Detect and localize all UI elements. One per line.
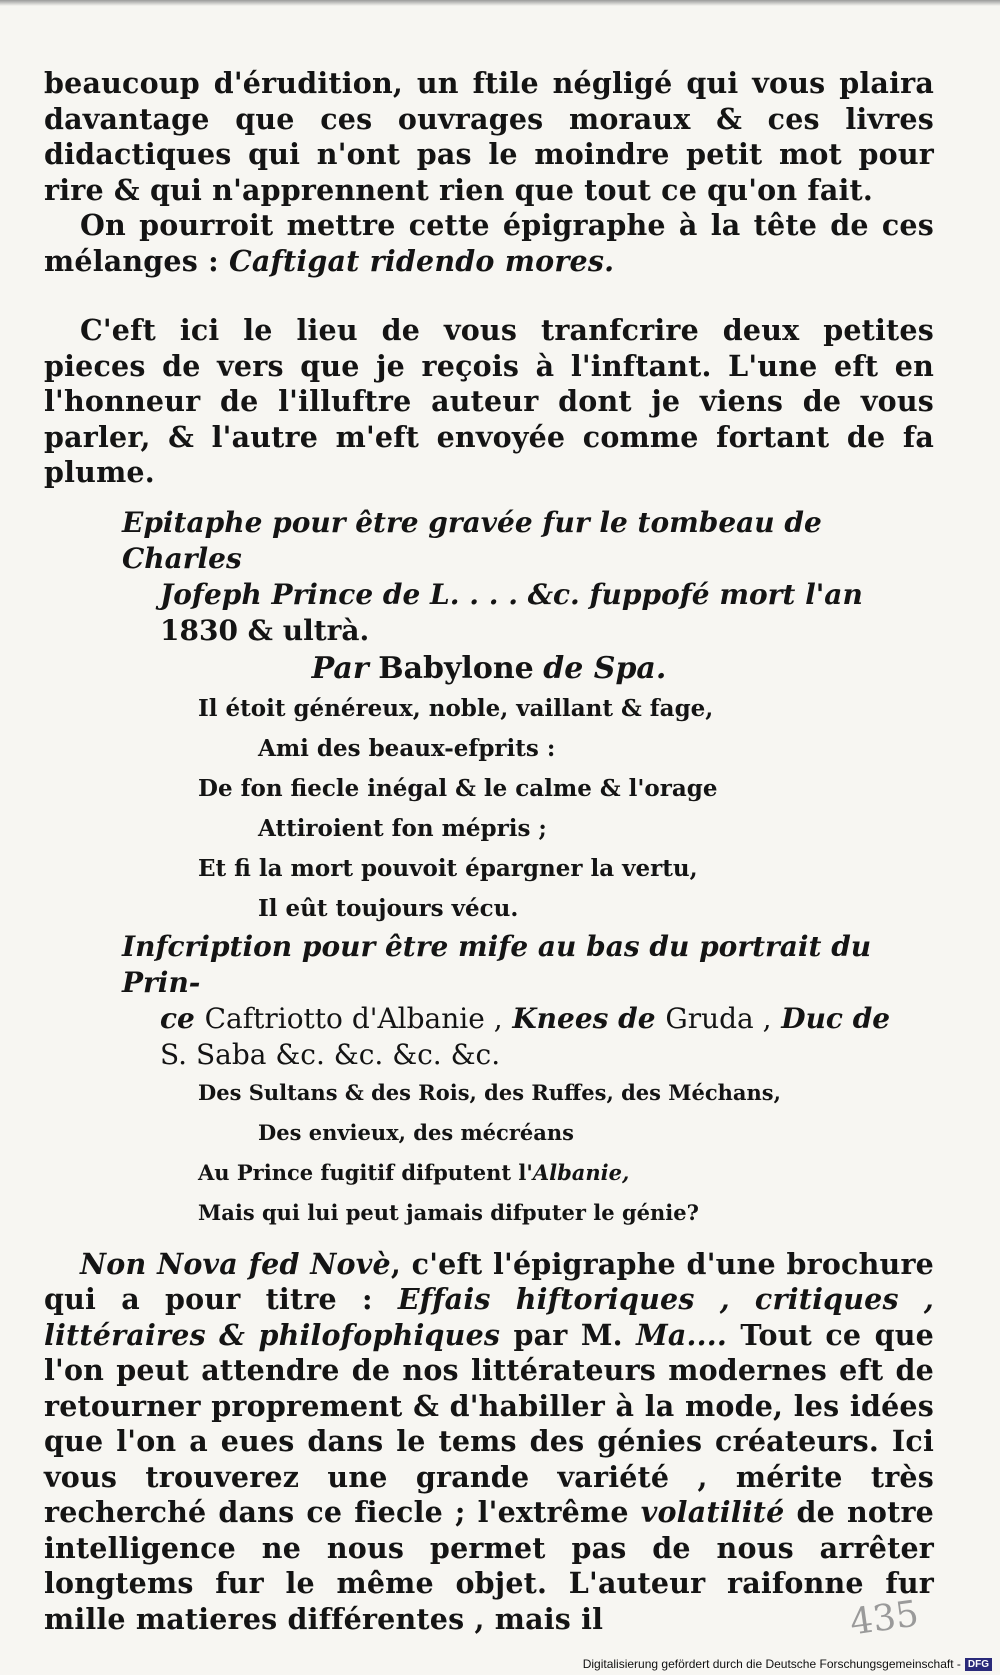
book-title: Effais hiftoriques , critiques , littéraires & philofophiques	[44, 1282, 934, 1352]
byline-name: Babylone	[378, 650, 534, 686]
paragraph-1: beaucoup d'érudition, un ftile négligé qui vous plaira davantage que ces ouvrages moraux & ces livres didactiques qui n'ont pas le moindre petit mot pour rire & qui n'apprennent rien que tout ce qu'on fait.	[44, 66, 934, 207]
digitization-footer	[583, 1657, 992, 1671]
verse-line: Attiroient fon mépris ;	[258, 814, 547, 842]
verse-albanie: Albanie,	[532, 1159, 630, 1185]
byline-par: Par	[311, 650, 369, 686]
volatilite: volatilité	[640, 1495, 785, 1529]
verse-line: Mais qui lui peut jamais difputer le génie?	[198, 1199, 699, 1225]
inscription-verses	[44, 1073, 934, 1233]
inscription-title-line-1: Infcription pour être mife au bas du portrait du Prin-	[122, 929, 872, 999]
inscription-title-line-2	[122, 1001, 934, 1037]
motto-non-nova: Non Nova fed Novè	[80, 1246, 391, 1281]
verse-line: Ami des beaux-efprits :	[258, 734, 556, 762]
paragraph-2	[44, 208, 934, 279]
verse-line: Des Sultans & des Rois, des Ruffes, des Méchans,	[198, 1079, 781, 1105]
verse-text: Au Prince fugitif difputent l'	[198, 1159, 533, 1185]
p4-text: , c'eft l'épigraphe d'une brochure qui a pour titre :	[44, 1246, 934, 1316]
verse-line: Il étoit généreux, noble, vaillant & fage,	[198, 694, 714, 722]
verse-line: Des envieux, des mécréans	[258, 1119, 574, 1145]
verse-line: Et fi la mort pouvoit épargner la vertu,	[198, 854, 698, 882]
p4-text: Tout ce que l'on peut attendre de nos littérateurs modernes eft de retourner proprement & d'habiller à la mode, les idées que l'on a eues dans le tems des génies créateurs. Ici vous trouverez une grande variété , mérite très recherché dans ce fiecle ; l'extrême	[44, 1317, 934, 1529]
epitaph-byline	[44, 649, 934, 689]
paragraph-2-text: On pourroit mettre cette épigraphe à la tête de ces mélanges :	[44, 208, 934, 278]
body-text	[44, 66, 934, 1637]
paragraph-3: C'eft ici le lieu de vous tranfcrire deux petites pieces de vers que je reçois à l'inftant. L'une eft en l'honneur de l'illuftre auteur dont je viens de vous parler, & l'autre m'eft envoyée comme fortant de fa plume.	[44, 313, 934, 489]
epitaph-title	[44, 505, 934, 649]
epitaph-title-line-2: Jofeph Prince de L. . . . &c. fuppofé mort l'an	[160, 577, 863, 611]
verse-line: De fon fiecle inégal & le calme & l'orage	[198, 774, 718, 802]
inscription-title-line-3: S. Saba &c. &c. &c. &c.	[160, 1037, 501, 1071]
page-edge	[0, 0, 1000, 6]
title-fragment: Caftriotto d'Albanie ,	[204, 1001, 503, 1035]
verse-line: Il eût toujours vécu.	[258, 894, 519, 922]
verse-line	[44, 1153, 934, 1193]
title-fragment: Gruda ,	[665, 1001, 772, 1035]
author-abbrev: Ma....	[636, 1317, 728, 1352]
title-fragment: Knees de	[512, 1001, 656, 1035]
dfg-logo: DFG	[965, 1658, 992, 1671]
motto: Caftigat ridendo mores.	[228, 243, 615, 278]
title-fragment: Duc de	[781, 1001, 891, 1035]
p4-text: de notre intelligence ne nous permet pas de nous arrêter longtems fur le même objet. L'auteur raifonne fur mille matieres différentes , mais il	[44, 1495, 934, 1636]
title-fragment: ce	[160, 1001, 195, 1035]
epitaph-title-line-3: 1830 & ultrà.	[160, 613, 370, 647]
epitaph-verses	[44, 689, 934, 929]
p4-text: par M.	[500, 1317, 637, 1352]
byline-place: de Spa.	[543, 650, 667, 686]
footer-text: Digitalisierung gefördert durch die Deutsche Forschungsgemeinschaft -	[582, 1657, 961, 1671]
epitaph-title-line-1: Epitaphe pour être gravée fur le tombeau de Charles	[122, 505, 822, 575]
paragraph-4	[44, 1247, 934, 1638]
inscription-title	[44, 929, 934, 1073]
folio-number: 435	[847, 1593, 922, 1644]
